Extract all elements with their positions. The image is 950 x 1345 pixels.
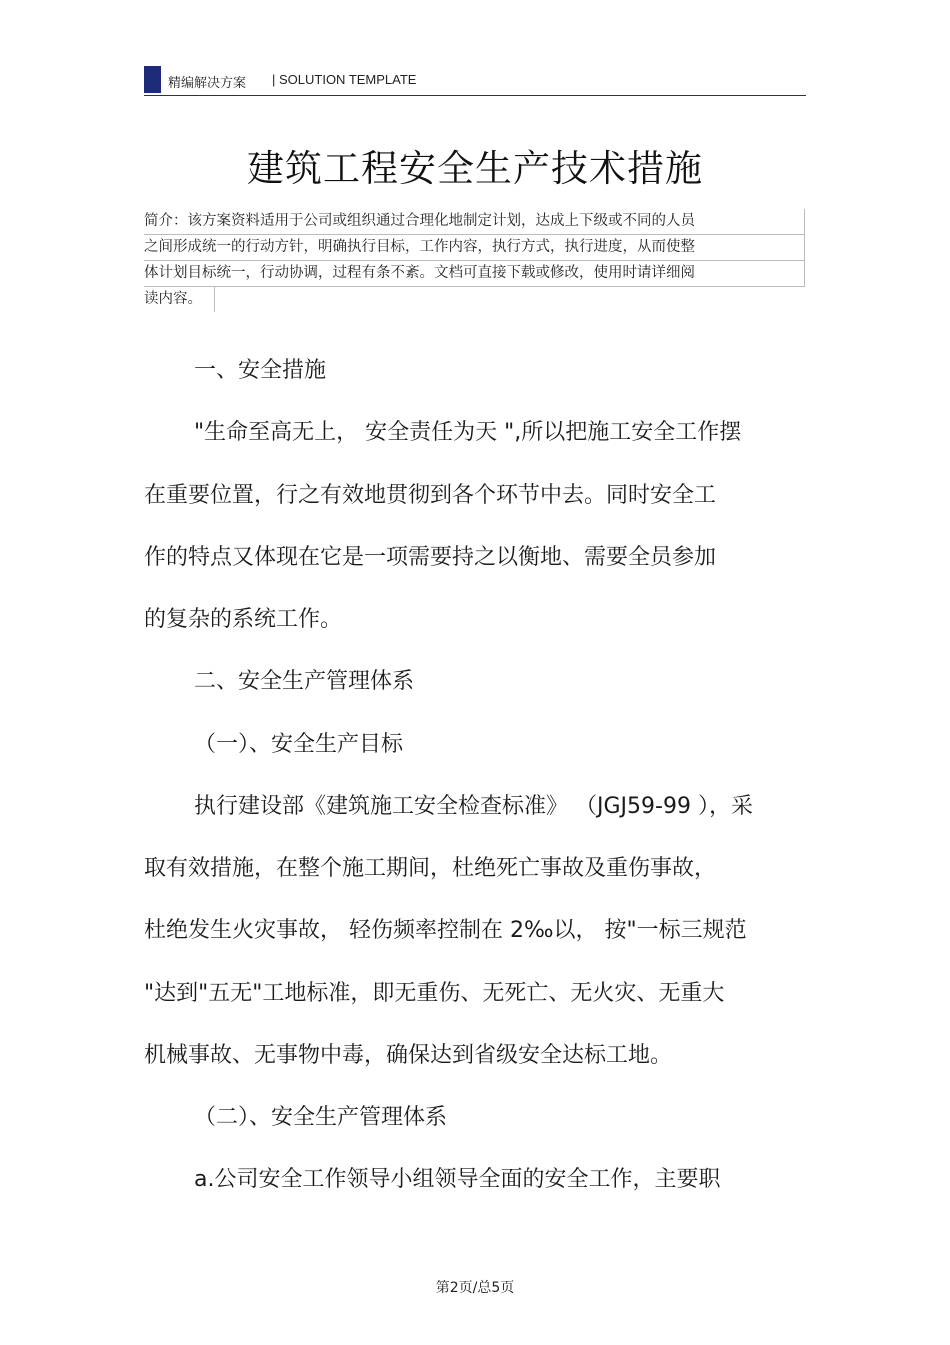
paragraph-line: "生命至高无上， 安全责任为天 ",所以把施工安全工作摆 [194, 420, 742, 445]
paragraph-line: 的复杂的系统工作。 [144, 607, 343, 632]
document-title: 建筑工程安全生产技术措施 [247, 147, 703, 190]
intro-line: 体计划目标统一，行动协调，过程有条不紊。文档可直接下载或修改，使用时请详细阅 [144, 261, 805, 287]
paragraph-line: 取有效措施，在整个施工期间，杜绝死亡事故及重伤事故， [144, 856, 717, 881]
paragraph-line: 执行建设部《建筑施工安全检查标准》 （JGJ59-99 ），采 [194, 794, 753, 819]
logo-icon [144, 66, 161, 93]
page-header [144, 66, 806, 96]
header-tagline: | SOLUTION TEMPLATE [272, 72, 417, 87]
paragraph-line: a.公司安全工作领导小组领导全面的安全工作，主要职 [194, 1167, 721, 1192]
section-heading: 二、安全生产管理体系 [194, 669, 415, 694]
page-number: 第2页/总5页 [435, 1280, 515, 1296]
intro-line: 读内容。 [144, 287, 215, 312]
subsection-heading: （一）、安全生产目标 [194, 732, 404, 757]
paragraph-line: 在重要位置，行之有效地贯彻到各个环节中去。同时安全工 [144, 483, 717, 508]
section-heading: 一、安全措施 [194, 358, 327, 383]
intro-box [144, 209, 805, 312]
paragraph-line: 作的特点又体现在它是一项需要持之以衡地、需要全员参加 [144, 545, 717, 570]
paragraph-line: 机械事故、无事物中毒，确保达到省级安全达标工地。 [144, 1043, 673, 1068]
intro-line: 简介：该方案资料适用于公司或组织通过合理化地制定计划，达成上下级或不同的人员 [144, 209, 805, 235]
paragraph-line: 杜绝发生火灾事故， 轻伤频率控制在 2‰以， 按"一标三规范 [144, 918, 747, 943]
paragraph-line: "达到"五无"工地标准，即无重伤、无死亡、无火灾、无重大 [144, 981, 725, 1006]
header-brand: 精编解决方案 [168, 76, 247, 91]
intro-line: 之间形成统一的行动方针，明确执行目标，工作内容，执行方式，执行进度，从而使整 [144, 235, 805, 261]
subsection-heading: （二）、安全生产管理体系 [194, 1105, 448, 1130]
